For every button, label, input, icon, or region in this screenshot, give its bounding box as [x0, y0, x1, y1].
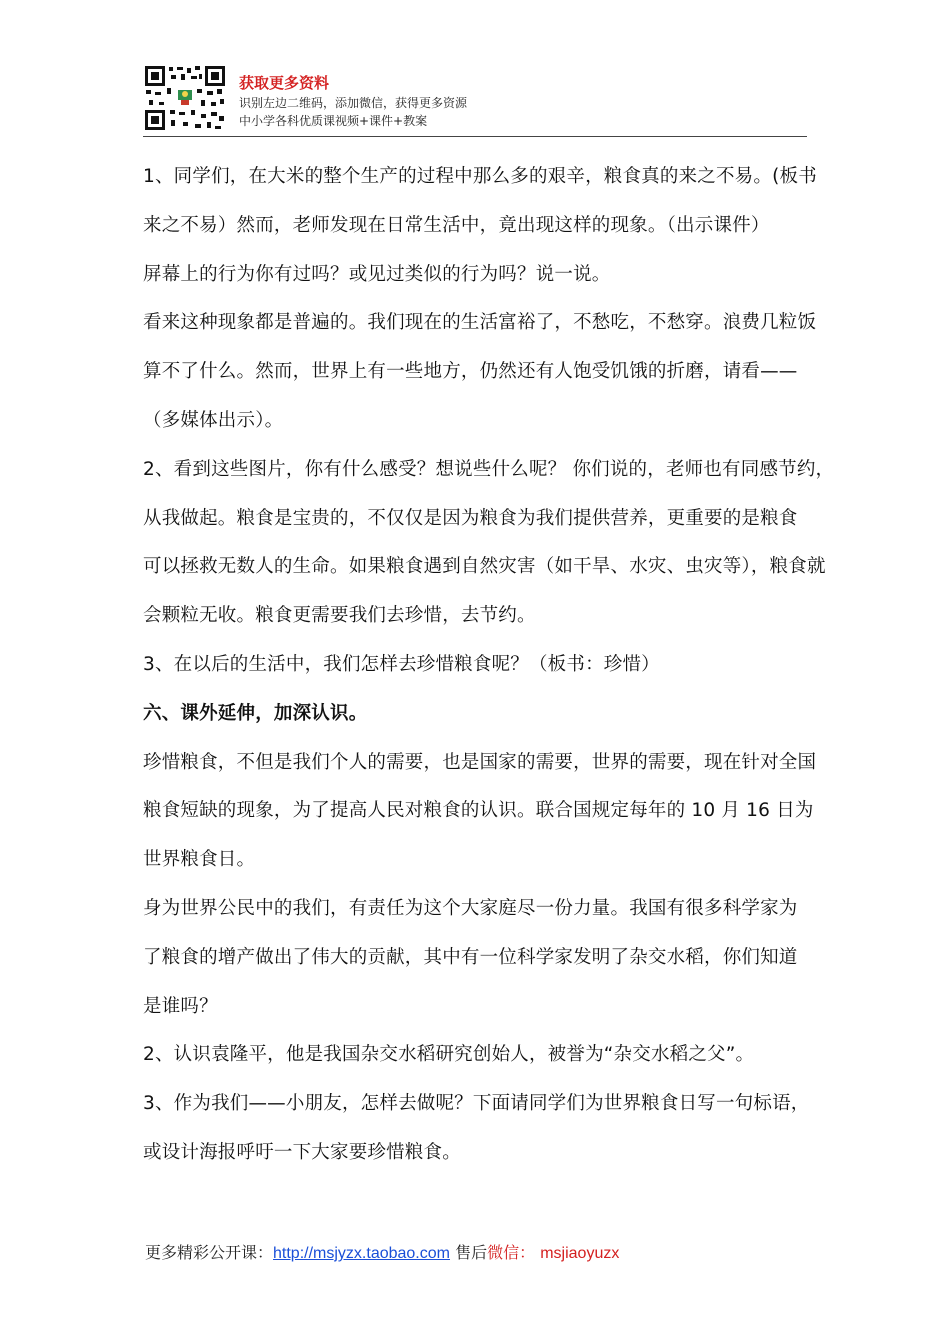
- text-line: 3、作为我们——小朋友，怎样去做呢？下面请同学们为世界粮食日写一句标语，: [143, 1093, 810, 1115]
- header: [143, 64, 807, 138]
- footer: [145, 1240, 619, 1263]
- store-link[interactable]: http://msjyzx.taobao.com: [273, 1245, 450, 1262]
- text-line: 2、认识袁隆平，他是我国杂交水稻研究创始人，被誉为“杂交水稻之父”。: [143, 1044, 755, 1066]
- text-line: 身为世界公民中的我们，有责任为这个大家庭尽一份力量。我国有很多科学家为: [143, 897, 798, 919]
- qr-code-icon[interactable]: [143, 64, 227, 132]
- text-line: 来之不易）然而，老师发现在日常生活中，竟出现这样的现象。（出示课件）: [143, 214, 770, 236]
- header-instructions: 识别左边二维码，添加微信，获得更多资源: [239, 96, 468, 110]
- text-line: 粮食短缺的现象，为了提高人民对粮食的认识。联合国规定每年的 10 月 16 日为: [143, 800, 814, 822]
- header-resources: 中小学各科优质课视频+课件+教案: [239, 114, 428, 128]
- header-divider: [143, 136, 807, 137]
- wechat-label: 微信：: [487, 1243, 536, 1262]
- text-line: 从我做起。粮食是宝贵的，不仅仅是因为粮食为我们提供营养，更重要的是粮食: [143, 507, 798, 529]
- section-heading: 六、课外延伸，加深认识。: [143, 702, 368, 724]
- text-line: （多媒体出示）。: [143, 409, 284, 431]
- text-line: 世界粮食日。: [143, 849, 256, 871]
- text-line: 2、看到这些图片，你有什么感受？想说些什么呢？ 你们说的，老师也有同感节约，: [143, 458, 835, 480]
- after-sale-label: 售后: [455, 1243, 488, 1262]
- text-line: 珍惜粮食，不但是我们个人的需要，也是国家的需要，世界的需要，现在针对全国: [143, 751, 817, 773]
- text-line: 1、同学们，在大米的整个生产的过程中那么多的艰辛，粮食真的来之不易。(板书: [143, 166, 817, 187]
- text-line: 可以拯救无数人的生命。如果粮食遇到自然灾害（如干旱、水灾、虫灾等），粮食就: [143, 556, 826, 578]
- footer-label: 更多精彩公开课：: [145, 1243, 274, 1262]
- text-line: 会颗粒无收。粮食更需要我们去珍惜，去节约。: [143, 605, 536, 627]
- text-line: 是谁吗？: [143, 995, 218, 1017]
- text-line: 屏幕上的行为你有过吗？或见过类似的行为吗？说一说。: [143, 263, 611, 285]
- text-line: 算不了什么。然而，世界上有一些地方，仍然还有人饱受饥饿的折磨，请看——: [143, 361, 798, 383]
- text-line: 3、在以后的生活中，我们怎样去珍惜粮食呢？（板书：珍惜）: [143, 653, 660, 675]
- wechat-id: msjiaoyuzx: [540, 1245, 620, 1262]
- text-line: 看来这种现象都是普遍的。我们现在的生活富裕了，不愁吃，不愁穿。浪费几粒饭: [143, 312, 817, 334]
- text-line: 或设计海报呼吁一下大家要珍惜粮食。: [143, 1141, 461, 1163]
- header-title: 获取更多资料: [239, 74, 330, 92]
- text-line: 了粮食的增产做出了伟大的贡献，其中有一位科学家发明了杂交水稻，你们知道: [143, 946, 798, 968]
- lesson-body: [143, 153, 835, 1178]
